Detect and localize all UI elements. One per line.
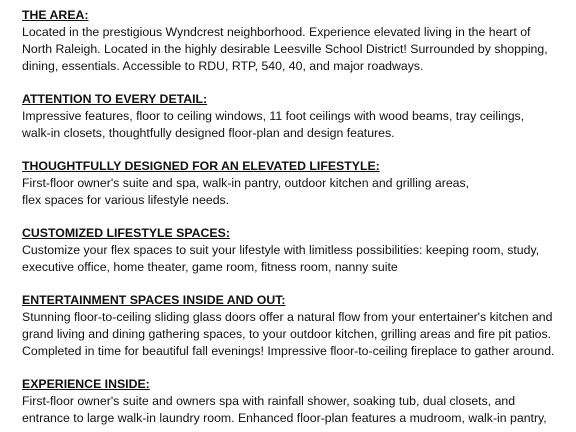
body-line: entrance to large walk-in laundry room. Enhanced floor-plan features a mudroom, walk-in pantry,: [22, 411, 547, 425]
body-line: executive office, home theater, game room, fitness room, nanny suite: [22, 260, 398, 274]
body-line: Impressive features, floor to ceiling windows, 11 foot ceilings with wood beams, tray ceilings,: [22, 109, 525, 123]
section-body: [22, 175, 574, 209]
section-heading: THE AREA:: [22, 8, 89, 22]
section-body: [22, 393, 574, 427]
section-attention-to-detail: [22, 91, 574, 142]
section-body: [22, 108, 574, 142]
section-heading: ENTERTAINMENT SPACES INSIDE AND OUT:: [22, 293, 286, 307]
section-experience-inside: [22, 376, 574, 427]
section-thoughtfully-designed: [22, 158, 574, 209]
body-line: flex spaces for various lifestyle needs.: [22, 193, 230, 207]
body-line: Stunning floor-to-ceiling sliding glass doors offer a natural flow from your entertainer's kitchen and: [22, 310, 553, 324]
section-heading: THOUGHTFULLY DESIGNED FOR AN ELEVATED LIFESTYLE:: [22, 159, 380, 173]
section-customized-spaces: [22, 225, 574, 276]
body-line: First-floor owner's suite and owners spa with rainfall shower, soaking tub, dual closets, and: [22, 394, 516, 408]
section-the-area: [22, 7, 574, 75]
body-line: North Raleigh. Located in the highly desirable Leesville School District! Surrounded by shopping,: [22, 42, 548, 56]
section-entertainment-spaces: [22, 292, 574, 360]
section-body: [22, 24, 574, 75]
body-line: dining, essentials. Accessible to RDU, RTP, 540, 40, and major roadways.: [22, 59, 424, 73]
body-line: Customize your flex spaces to suit your lifestyle with limitless possibilities: keeping room, study,: [22, 243, 540, 257]
section-body: [22, 242, 574, 276]
section-heading: CUSTOMIZED LIFESTYLE SPACES:: [22, 226, 230, 240]
section-heading: ATTENTION TO EVERY DETAIL:: [22, 92, 208, 106]
section-heading: EXPERIENCE INSIDE:: [22, 377, 150, 391]
body-line: Completed in time for beautiful fall evenings! Impressive floor-to-ceiling fireplace to gather around.: [22, 344, 555, 358]
body-line: First-floor owner's suite and spa, walk-in pantry, outdoor kitchen and grilling areas,: [22, 176, 470, 190]
body-line: walk-in closets, thoughtfully designed floor-plan and design features.: [22, 126, 395, 140]
body-line: grand living and dining gathering spaces, to your outdoor kitchen, grilling areas and fire pit patios.: [22, 327, 552, 341]
section-body: [22, 309, 574, 360]
body-line: Located in the prestigious Wyndcrest neighborhood. Experience elevated living in the heart of: [22, 25, 531, 39]
